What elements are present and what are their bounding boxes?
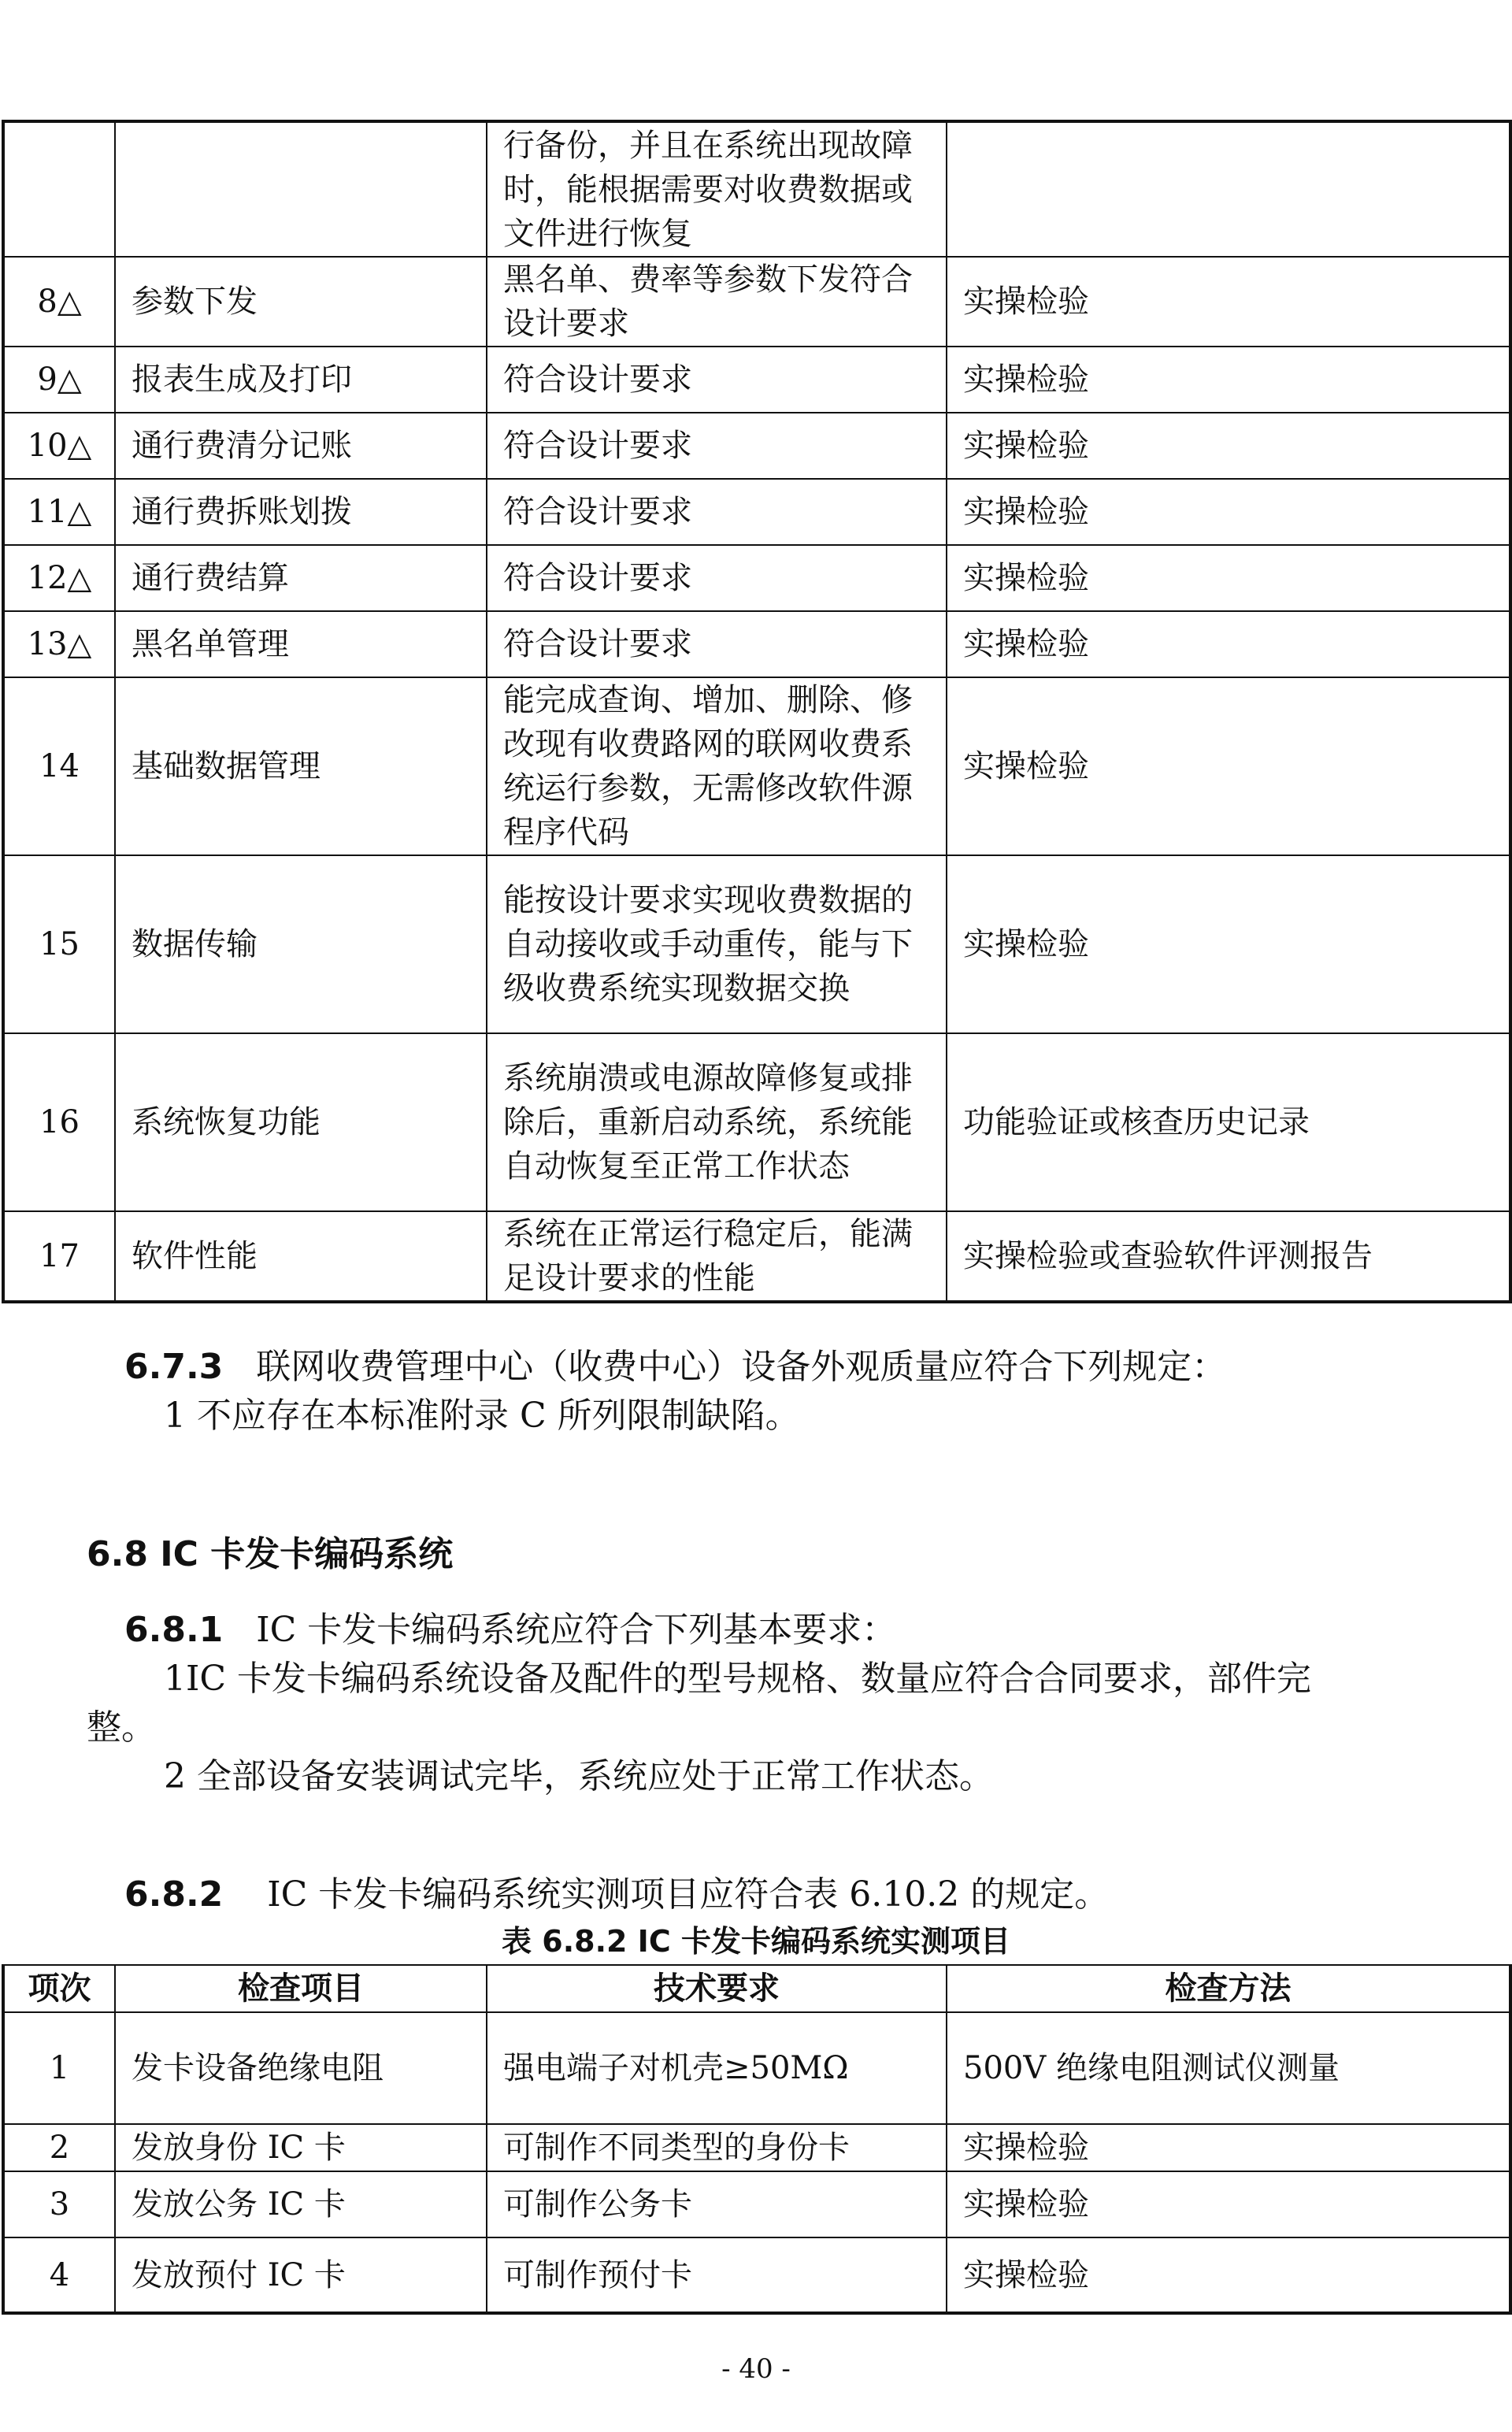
table-row	[3, 413, 1510, 479]
row-number: 16	[3, 1033, 115, 1211]
technical-requirement: 强电端子对机壳≥50MΩ	[487, 2012, 947, 2124]
table-row	[3, 1033, 1510, 1211]
clause-text: 联网收费管理中心（收费中心）设备外观质量应符合下列规定：	[256, 1347, 1227, 1387]
check-method	[947, 121, 1510, 257]
row-number: 1	[3, 2012, 115, 2124]
check-method: 实操检验或查验软件评测报告	[947, 1211, 1510, 1302]
check-method: 实操检验	[947, 855, 1510, 1033]
check-item: 发放预付 IC 卡	[115, 2237, 487, 2313]
check-method: 实操检验	[947, 677, 1510, 855]
technical-requirement: 符合设计要求	[487, 347, 947, 413]
technical-requirement: 能完成查询、增加、删除、修改现有收费路网的联网收费系统运行参数，无需修改软件源程序代码	[487, 677, 947, 855]
check-item: 数据传输	[115, 855, 487, 1033]
check-item: 报表生成及打印	[115, 347, 487, 413]
table-row	[3, 611, 1510, 677]
table-row	[3, 1211, 1510, 1302]
check-method: 500V 绝缘电阻测试仪测量	[947, 2012, 1510, 2124]
technical-requirement: 系统在正常运行稳定后，能满足设计要求的性能	[487, 1211, 947, 1302]
row-number: 3	[3, 2171, 115, 2237]
technical-requirement: 符合设计要求	[487, 545, 947, 611]
check-item: 参数下发	[115, 257, 487, 347]
check-item: 通行费清分记账	[115, 413, 487, 479]
clause-number: 6.7.3	[124, 1347, 224, 1387]
check-item: 通行费结算	[115, 545, 487, 611]
ic-card-inspection-table	[2, 1964, 1512, 2315]
technical-requirement: 系统崩溃或电源故障修复或排除后，重新启动系统，系统能自动恢复至正常工作状态	[487, 1033, 947, 1211]
table-row	[3, 855, 1510, 1033]
technical-requirement: 符合设计要求	[487, 611, 947, 677]
table-row	[3, 545, 1510, 611]
page-number: - 40 -	[721, 2353, 791, 2385]
clause-text: IC 卡发卡编码系统应符合下列基本要求：	[256, 1610, 897, 1650]
inspection-table-continued	[2, 120, 1512, 1303]
check-method: 实操检验	[947, 611, 1510, 677]
row-number: 12△	[3, 545, 115, 611]
table-row	[3, 2012, 1510, 2124]
check-method: 实操检验	[947, 545, 1510, 611]
check-method: 实操检验	[947, 347, 1510, 413]
technical-requirement: 黑名单、费率等参数下发符合设计要求	[487, 257, 947, 347]
row-number: 13△	[3, 611, 115, 677]
row-number: 9△	[3, 347, 115, 413]
table-row	[3, 677, 1510, 855]
clause-6-8-1-item-1: 1IC 卡发卡编码系统设备及配件的型号规格、数量应符合合同要求，部件完	[164, 1659, 1312, 1699]
clause-6-8-2	[124, 1871, 1109, 1919]
technical-requirement: 符合设计要求	[487, 479, 947, 545]
table-row	[3, 2124, 1510, 2171]
check-method: 功能验证或核查历史记录	[947, 1033, 1510, 1211]
header-check-item: 检查项目	[115, 1965, 487, 2012]
check-method: 实操检验	[947, 2237, 1510, 2313]
table-row	[3, 2237, 1510, 2313]
header-check-method: 检查方法	[947, 1965, 1510, 2012]
row-number: 17	[3, 1211, 115, 1302]
check-method: 实操检验	[947, 479, 1510, 545]
row-number: 2	[3, 2124, 115, 2171]
technical-requirement: 行备份，并且在系统出现故障时，能根据需要对收费数据或文件进行恢复	[487, 121, 947, 257]
row-number	[3, 121, 115, 257]
clause-6-8-1-item-2: 2 全部设备安装调试完毕，系统应处于正常工作状态。	[164, 1756, 994, 1796]
technical-requirement: 可制作不同类型的身份卡	[487, 2124, 947, 2171]
table-row	[3, 2171, 1510, 2237]
section-heading-6-8: 6.8 IC 卡发卡编码系统	[87, 1534, 454, 1574]
check-item: 发卡设备绝缘电阻	[115, 2012, 487, 2124]
clause-6-8-1-item-1-continued: 整。	[87, 1707, 156, 1748]
header-item-no: 项次	[3, 1965, 115, 2012]
check-item: 发放身份 IC 卡	[115, 2124, 487, 2171]
check-item	[115, 121, 487, 257]
table-row	[3, 257, 1510, 347]
check-method: 实操检验	[947, 2124, 1510, 2171]
table-header-row	[3, 1965, 1510, 2012]
clause-number: 6.8.1	[124, 1610, 224, 1650]
check-item: 基础数据管理	[115, 677, 487, 855]
table-caption: 表 6.8.2 IC 卡发卡编码系统实测项目	[502, 1924, 1010, 1959]
check-method: 实操检验	[947, 257, 1510, 347]
check-item: 发放公务 IC 卡	[115, 2171, 487, 2237]
check-method: 实操检验	[947, 413, 1510, 479]
clause-text: IC 卡发卡编码系统实测项目应符合表 6.10.2 的规定。	[267, 1874, 1110, 1915]
table-row	[3, 479, 1510, 545]
technical-requirement: 符合设计要求	[487, 413, 947, 479]
row-number: 8△	[3, 257, 115, 347]
row-number: 4	[3, 2237, 115, 2313]
check-item: 系统恢复功能	[115, 1033, 487, 1211]
check-item: 通行费拆账划拨	[115, 479, 487, 545]
technical-requirement: 可制作公务卡	[487, 2171, 947, 2237]
row-number: 14	[3, 677, 115, 855]
table-row	[3, 121, 1510, 257]
clause-6-8-1	[124, 1607, 896, 1654]
technical-requirement: 能按设计要求实现收费数据的自动接收或手动重传，能与下级收费系统实现数据交换	[487, 855, 947, 1033]
check-item: 软件性能	[115, 1211, 487, 1302]
row-number: 11△	[3, 479, 115, 545]
clause-6-7-3	[124, 1344, 1226, 1391]
technical-requirement: 可制作预付卡	[487, 2237, 947, 2313]
row-number: 10△	[3, 413, 115, 479]
header-technical-requirement: 技术要求	[487, 1965, 947, 2012]
check-item: 黑名单管理	[115, 611, 487, 677]
table-row	[3, 347, 1510, 413]
clause-6-7-3-item-1: 1 不应存在本标准附录 C 所列限制缺陷。	[164, 1396, 800, 1436]
row-number: 15	[3, 855, 115, 1033]
clause-number: 6.8.2	[124, 1874, 224, 1915]
check-method: 实操检验	[947, 2171, 1510, 2237]
